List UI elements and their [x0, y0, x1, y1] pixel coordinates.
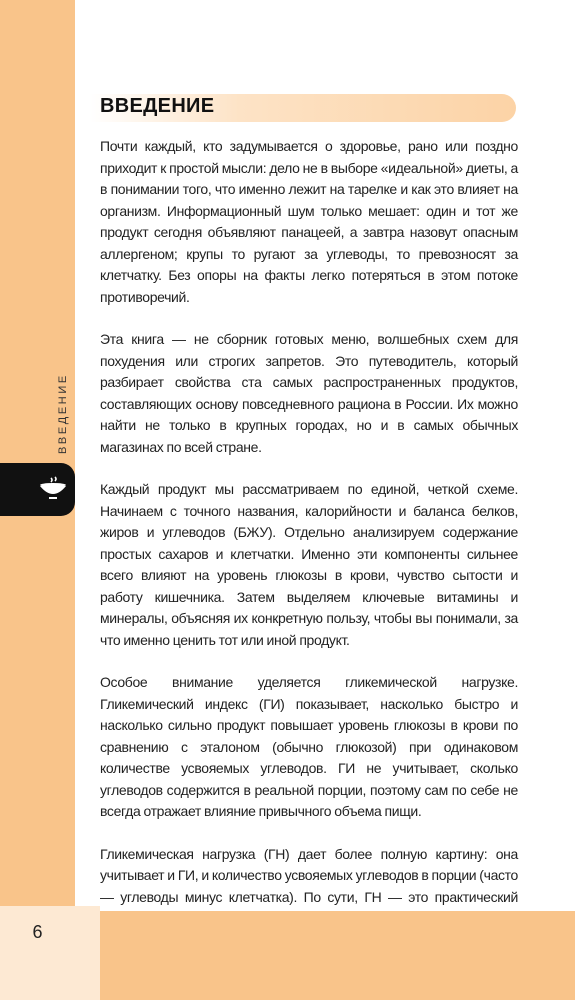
paragraph-3: Каждый продукт мы рассматриваем по единой, четкой схеме. Начинаем с точного названия, калорийности и баланса белков, жиров и углеводов (БЖУ). Отдельно анализируем содержание простых сахаров и клетчатки. Именно эти компоненты сильнее всего влияют на уровень глюкозы в крови, чувство сытости и работу кишечника. Затем выделяем ключевые витамины и минералы, объясняя их конкретную пользу, чтобы вы понимали, за что именно ценить тот или иной продукт.	[100, 481, 518, 648]
page-number: 6	[32, 922, 43, 942]
paragraph-4: Особое внимание уделяется гликемической нагрузке. Гликемический индекс (ГИ) показывает, насколько быстро и насколько сильно продукт повышает уровень глюкозы в крови по сравнению с эталоном (обычно глюкозой) при одинаковом количестве усвояемых углеводов. ГИ не учитывает, сколько углеводов содержится в реальной порции, поэтому сам по себе не всегда отражает влияние привычного объема пищи.	[100, 674, 518, 819]
section-label	[57, 373, 69, 454]
page-title: ВВЕДЕНИЕ	[100, 95, 215, 117]
bowl-icon	[38, 475, 68, 503]
paragraph-1: Почти каждый, кто задумывается о здоровье, рано или поздно приходит к простой мысли: дело не в выборе «идеальной» диеты, а в понимании того, что именно лежит на тарелке и как это влияет на организм. Информационный шум только мешает: один и тот же продукт сегодня объявляют панацеей, а завтра назовут опасным аллергеном; крупы то ругают за углеводы, то превозносят за клетчатку. Без опоры на факты легко потеряться в этом потоке противоречий.	[100, 138, 518, 305]
paragraph-5: Гликемическая нагрузка (ГН) дает более полную картину: она учитывает и ГИ, и количество усвояемых углеводов в порции (часто — углеводы минус клетчатка). По сути, ГН — это практический	[100, 845, 518, 905]
section-label-text: ВВЕДЕНИЕ	[57, 373, 69, 454]
body-text	[100, 136, 518, 972]
page-number-box	[0, 906, 100, 1000]
paragraph-2: Эта книга — не сборник готовых меню, волшебных схем для похудения или строгих запретов. Это путеводитель, который разбирает свойства ста самых распространенных продуктов, составляющих основу повседневного рациона в России. Их можно найти не только в крупных городах, но и в самых обычных магазинах по всей стране.	[100, 331, 518, 455]
section-tab	[0, 463, 75, 516]
